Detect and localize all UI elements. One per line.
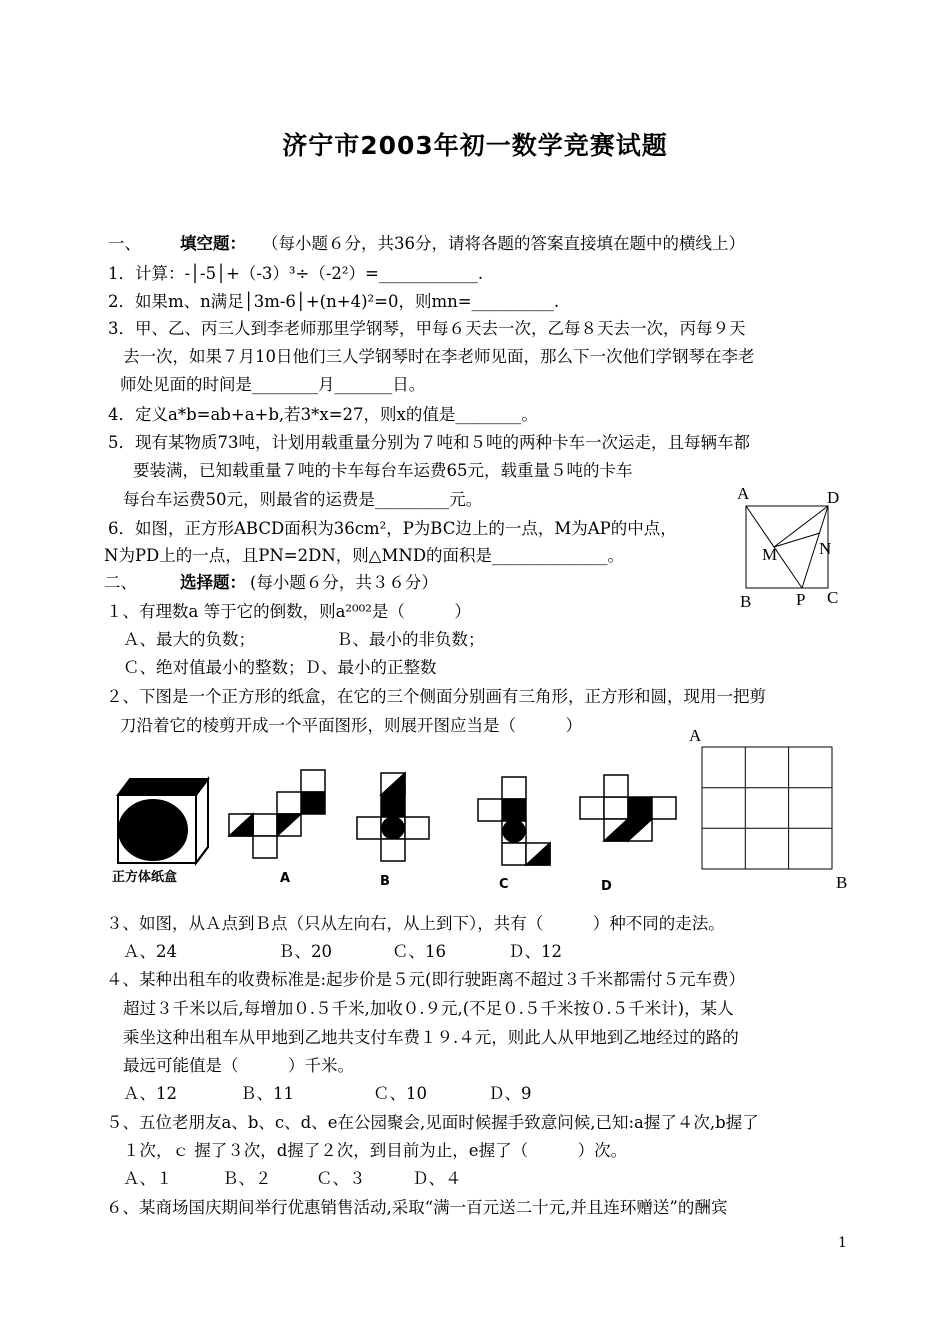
cube-nets-figure [108, 765, 678, 875]
choice-q3-option-c: Ｃ、16 [392, 942, 446, 961]
section2-note: (每小题６分，共３６分） [250, 573, 438, 592]
section2-heading: 选择题： [180, 573, 246, 592]
fill-q5-line2: 要装满，已知载重量７吨的卡车每台车运费65元，载重量５吨的卡车 [133, 461, 633, 480]
segment-mn [774, 533, 820, 547]
section1-heading: 填空题： [180, 234, 246, 253]
net-a [229, 770, 325, 858]
fill-q6-line2: N为PD上的一点，且PN=2DN，则△MND的面积是______________。 [104, 546, 625, 565]
label-d: D [827, 488, 840, 507]
choice-q5-option-c: Ｃ、３ [316, 1169, 366, 1188]
net-d [580, 775, 676, 841]
choice-q4-line4: 最远可能值是（ ）千米。 [123, 1056, 354, 1075]
grid-label-b: B [836, 873, 848, 892]
section1-note: （每小题６分，共36分，请将各题的答案直接填在题中的横线上） [262, 234, 745, 253]
grid-label-a: A [689, 726, 702, 745]
choice-q5-option-b: Ｂ、２ [222, 1169, 272, 1188]
page-title: 济宁市2003年初一数学竞赛试题 [282, 131, 668, 160]
label-c: C [827, 588, 839, 607]
label-m: M [762, 545, 778, 564]
cube-box [118, 779, 208, 863]
choice-q2-line2: 刀沿着它的棱剪开成一个平面图形，则展开图应当是（ ） [120, 716, 582, 735]
fill-q1: 1．计算：-│-5│+（-3）³÷（-2²）=____________. [108, 264, 484, 283]
choice-q1: １、有理数a 等于它的倒数，则a²⁰⁰²是（ ） [106, 602, 471, 621]
net-b [357, 773, 429, 861]
fill-q3-line3: 师处见面的时间是________月_______日。 [120, 375, 426, 394]
choice-q2-line1: ２、下图是一个正方形的纸盒，在它的三个侧面分别画有三角形，正方形和圆，现用一把剪 [106, 687, 766, 706]
label-a: A [737, 484, 750, 503]
section2-number: 二、 [104, 573, 137, 592]
page-number: 1 [838, 1235, 847, 1251]
fill-q3-line1: 3．甲、乙、丙三人到李老师那里学钢琴，甲每６天去一次，乙每８天去一次，丙每９天 [108, 319, 746, 338]
choice-q1-option-a: Ａ、最大的负数； [123, 630, 255, 649]
net-label-d: D [601, 879, 612, 894]
choice-q4-line2: 超过３千米以后,每增加０.５千米,加收０.９元,(不足０.５千米按０.５千米计)，某人 [123, 999, 734, 1018]
cube-caption: 正方体纸盒 [112, 870, 178, 885]
net-c [478, 777, 550, 865]
choice-q4-option-a: Ａ、12 [123, 1084, 177, 1103]
choice-q1-option-cd: Ｃ、绝对值最小的整数；Ｄ、最小的正整数 [123, 658, 437, 677]
square-outline [746, 506, 828, 588]
choice-q3-option-b: Ｂ、20 [278, 942, 332, 961]
fill-q3-line2: 去一次，如果７月10日他们三人学钢琴时在李老师见面，那么下一次他们学钢琴在李老 [123, 347, 755, 366]
choice-q3: ３、如图，从Ａ点到Ｂ点（只从左向右，从上到下），共有（ ）种不同的走法。 [106, 914, 725, 933]
choice-q4-option-c: Ｃ、10 [373, 1084, 427, 1103]
choice-q4-line3: 乘坐这种出租车从甲地到乙地共支付车费１９.４元，则此人从甲地到乙地经过的路的 [123, 1028, 739, 1047]
fill-q2: 2．如果m、n满足│3m-6│+(n+4)²=0，则mn=__________. [108, 292, 560, 311]
net-label-c: C [499, 877, 509, 892]
choice-q5-line2: １次，ｃ 握了３次，d握了２次，到目前为止，e握了（ ）次。 [123, 1141, 628, 1160]
choice-q5-line1: ５、五位老朋友a、b、c、d、e在公园聚会,见面时候握手致意问候,已知:a握了４次,b握了 [106, 1113, 759, 1132]
label-p: P [796, 590, 806, 609]
label-b: B [740, 592, 752, 611]
fill-q5-line1: 5．现有某物质73吨，计划用载重量分别为７吨和５吨的两种卡车一次运走，且每辆车都 [108, 433, 750, 452]
choice-q5-option-d: Ｄ、４ [412, 1169, 462, 1188]
choice-q6-line1: ６、某商场国庆期间举行优惠销售活动,采取“满一百元送二十元,并且连环赠送”的酬宾 [106, 1198, 728, 1217]
fill-q5-line3: 每台车运费50元，则最省的运费是_________元。 [123, 490, 483, 509]
choice-q5-option-a: Ａ、１ [123, 1169, 173, 1188]
section1-number: 一、 [108, 234, 141, 253]
fill-q4: 4．定义a*b=ab+a+b,若3*x=27，则x的值是________。 [108, 405, 538, 424]
choice-q4-option-d: Ｄ、9 [488, 1084, 532, 1103]
choice-q1-option-b: Ｂ、最小的非负数； [336, 630, 485, 649]
net-label-b: B [380, 874, 390, 889]
grid-figure [700, 745, 835, 873]
choice-q3-option-d: Ｄ、12 [508, 942, 562, 961]
fill-q6-line1: 6．如图，正方形ABCD面积为36cm²，P为BC边上的一点，M为AP的中点， [108, 519, 677, 538]
choice-q4-option-b: Ｂ、11 [240, 1084, 294, 1103]
choice-q4-line1: ４、某种出租车的收费标准是:起步价是５元(即行驶距离不超过３千米都需付５元车费） [106, 970, 745, 989]
choice-q3-option-a: Ａ、24 [123, 942, 177, 961]
net-label-a: A [280, 871, 291, 886]
label-n: N [819, 539, 832, 558]
